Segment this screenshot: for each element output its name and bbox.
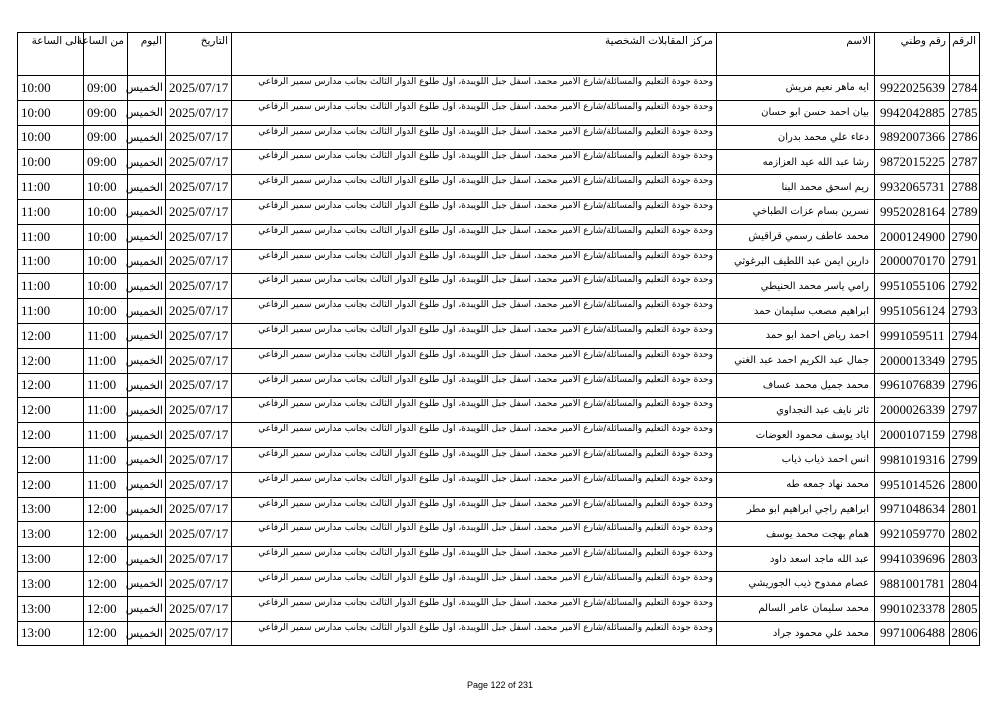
cell-num: 2802 (950, 522, 980, 547)
cell-date: 2025/07/17 (166, 76, 232, 101)
cell-num: 2787 (950, 150, 980, 175)
header-date: التاريخ (166, 33, 232, 76)
cell-national-id: 2000026339 (875, 398, 950, 423)
cell-national-id: 9932065731 (875, 175, 950, 200)
cell-national-id: 9951056124 (875, 299, 950, 324)
cell-date: 2025/07/17 (166, 522, 232, 547)
page-footer: Page 122 of 231 (466, 680, 534, 690)
cell-num: 2791 (950, 249, 980, 274)
cell-to-time: 12:00 (18, 373, 84, 398)
cell-date: 2025/07/17 (166, 175, 232, 200)
table-row (18, 348, 980, 373)
cell-date: 2025/07/17 (166, 348, 232, 373)
cell-name: ايه ماهر نعيم مريش (717, 76, 875, 101)
cell-center: وحدة جودة التعليم والمسائلة/شارع الامير محمد، اسفل جبل اللويبدة، اول طلوع الدوار الثالث بجانب مدارس سمير الرفاعي (232, 100, 717, 125)
table-row (18, 175, 980, 200)
cell-to-time: 11:00 (18, 175, 84, 200)
cell-day: الخميس (128, 571, 166, 596)
cell-name: رامي ياسر محمد الحنيطي (717, 274, 875, 299)
cell-national-id: 2000070170 (875, 249, 950, 274)
cell-num: 2792 (950, 274, 980, 299)
cell-center: وحدة جودة التعليم والمسائلة/شارع الامير محمد، اسفل جبل اللويبدة، اول طلوع الدوار الثالث بجانب مدارس سمير الرفاعي (232, 497, 717, 522)
cell-num: 2788 (950, 175, 980, 200)
cell-day: الخميس (128, 224, 166, 249)
cell-national-id: 9981019316 (875, 447, 950, 472)
cell-num: 2793 (950, 299, 980, 324)
cell-num: 2795 (950, 348, 980, 373)
cell-center: وحدة جودة التعليم والمسائلة/شارع الامير محمد، اسفل جبل اللويبدة، اول طلوع الدوار الثالث بجانب مدارس سمير الرفاعي (232, 596, 717, 621)
cell-day: الخميس (128, 497, 166, 522)
cell-num: 2797 (950, 398, 980, 423)
cell-name: دارين ايمن عبد اللطيف البرغوثي (717, 249, 875, 274)
cell-center: وحدة جودة التعليم والمسائلة/شارع الامير محمد، اسفل جبل اللويبدة، اول طلوع الدوار الثالث بجانب مدارس سمير الرفاعي (232, 398, 717, 423)
cell-to-time: 10:00 (18, 100, 84, 125)
cell-from-time: 12:00 (84, 522, 128, 547)
cell-name: عصام ممدوح ذيب الجوريشي (717, 571, 875, 596)
cell-name: محمد علي محمود جراد (717, 621, 875, 646)
table-row (18, 472, 980, 497)
interview-schedule-sheet (17, 32, 979, 646)
cell-from-time: 09:00 (84, 76, 128, 101)
cell-date: 2025/07/17 (166, 447, 232, 472)
cell-from-time: 11:00 (84, 423, 128, 448)
cell-from-time: 11:00 (84, 373, 128, 398)
table-row (18, 497, 980, 522)
cell-num: 2800 (950, 472, 980, 497)
table-row (18, 398, 980, 423)
cell-to-time: 10:00 (18, 76, 84, 101)
cell-day: الخميس (128, 398, 166, 423)
cell-name: محمد عاطف رسمي قراقيش (717, 224, 875, 249)
cell-national-id: 9952028164 (875, 199, 950, 224)
cell-from-time: 10:00 (84, 199, 128, 224)
table-row (18, 522, 980, 547)
cell-from-time: 12:00 (84, 547, 128, 572)
header-day: اليوم (128, 33, 166, 76)
cell-date: 2025/07/17 (166, 472, 232, 497)
table-row (18, 299, 980, 324)
cell-national-id: 2000013349 (875, 348, 950, 373)
cell-national-id: 9971006488 (875, 621, 950, 646)
cell-name: دعاء علي محمد بدران (717, 125, 875, 150)
cell-date: 2025/07/17 (166, 249, 232, 274)
table-row (18, 100, 980, 125)
cell-date: 2025/07/17 (166, 299, 232, 324)
cell-name: ريم اسحق محمد البنا (717, 175, 875, 200)
cell-from-time: 12:00 (84, 497, 128, 522)
cell-national-id: 9971048634 (875, 497, 950, 522)
cell-name: محمد سليمان عامر السالم (717, 596, 875, 621)
cell-to-time: 11:00 (18, 274, 84, 299)
cell-name: محمد نهاد جمعه طه (717, 472, 875, 497)
cell-name: انس احمد ذياب ذياب (717, 447, 875, 472)
cell-date: 2025/07/17 (166, 373, 232, 398)
cell-national-id: 9892007366 (875, 125, 950, 150)
cell-to-time: 12:00 (18, 348, 84, 373)
cell-day: الخميس (128, 150, 166, 175)
cell-to-time: 13:00 (18, 621, 84, 646)
cell-center: وحدة جودة التعليم والمسائلة/شارع الامير محمد، اسفل جبل اللويبدة، اول طلوع الدوار الثالث بجانب مدارس سمير الرفاعي (232, 150, 717, 175)
cell-day: الخميس (128, 274, 166, 299)
cell-from-time: 12:00 (84, 571, 128, 596)
cell-to-time: 13:00 (18, 596, 84, 621)
cell-date: 2025/07/17 (166, 547, 232, 572)
table-row (18, 125, 980, 150)
cell-center: وحدة جودة التعليم والمسائلة/شارع الامير محمد، اسفل جبل اللويبدة، اول طلوع الدوار الثالث بجانب مدارس سمير الرفاعي (232, 125, 717, 150)
cell-day: الخميس (128, 100, 166, 125)
cell-national-id: 9922025639 (875, 76, 950, 101)
cell-to-time: 11:00 (18, 249, 84, 274)
cell-center: وحدة جودة التعليم والمسائلة/شارع الامير محمد، اسفل جبل اللويبدة، اول طلوع الدوار الثالث بجانب مدارس سمير الرفاعي (232, 348, 717, 373)
cell-center: وحدة جودة التعليم والمسائلة/شارع الامير محمد، اسفل جبل اللويبدة، اول طلوع الدوار الثالث بجانب مدارس سمير الرفاعي (232, 175, 717, 200)
cell-to-time: 13:00 (18, 547, 84, 572)
cell-name: ابراهيم مصعب سليمان حمد (717, 299, 875, 324)
cell-day: الخميس (128, 199, 166, 224)
cell-num: 2789 (950, 199, 980, 224)
cell-day: الخميس (128, 621, 166, 646)
cell-name: رشا عبد الله عيد العزازمه (717, 150, 875, 175)
cell-num: 2798 (950, 423, 980, 448)
cell-to-time: 13:00 (18, 571, 84, 596)
cell-center: وحدة جودة التعليم والمسائلة/شارع الامير محمد، اسفل جبل اللويبدة، اول طلوع الدوار الثالث بجانب مدارس سمير الرفاعي (232, 522, 717, 547)
cell-date: 2025/07/17 (166, 398, 232, 423)
cell-to-time: 13:00 (18, 522, 84, 547)
cell-name: ثائر نايف عبد النجداوي (717, 398, 875, 423)
header-national-id: رقم وطني (875, 33, 950, 76)
cell-day: الخميس (128, 423, 166, 448)
cell-name: نسرين بسام عزات الطباخي (717, 199, 875, 224)
cell-center: وحدة جودة التعليم والمسائلة/شارع الامير محمد، اسفل جبل اللويبدة، اول طلوع الدوار الثالث بجانب مدارس سمير الرفاعي (232, 299, 717, 324)
cell-day: الخميس (128, 323, 166, 348)
table-row (18, 596, 980, 621)
cell-num: 2804 (950, 571, 980, 596)
cell-day: الخميس (128, 547, 166, 572)
cell-center: وحدة جودة التعليم والمسائلة/شارع الامير محمد، اسفل جبل اللويبدة، اول طلوع الدوار الثالث بجانب مدارس سمير الرفاعي (232, 621, 717, 646)
cell-date: 2025/07/17 (166, 596, 232, 621)
cell-national-id: 9951014526 (875, 472, 950, 497)
cell-name: محمد جميل محمد عساف (717, 373, 875, 398)
cell-to-time: 10:00 (18, 150, 84, 175)
cell-date: 2025/07/17 (166, 125, 232, 150)
cell-national-id: 9921059770 (875, 522, 950, 547)
cell-day: الخميس (128, 596, 166, 621)
cell-from-time: 11:00 (84, 323, 128, 348)
table-row (18, 76, 980, 101)
cell-national-id: 9941039696 (875, 547, 950, 572)
cell-day: الخميس (128, 472, 166, 497)
cell-from-time: 09:00 (84, 125, 128, 150)
table-body (18, 76, 980, 646)
table-row (18, 547, 980, 572)
cell-national-id: 9872015225 (875, 150, 950, 175)
cell-name: عبد الله ماجد اسعد داود (717, 547, 875, 572)
cell-date: 2025/07/17 (166, 274, 232, 299)
cell-from-time: 10:00 (84, 249, 128, 274)
cell-date: 2025/07/17 (166, 150, 232, 175)
cell-day: الخميس (128, 175, 166, 200)
cell-from-time: 10:00 (84, 299, 128, 324)
cell-to-time: 11:00 (18, 299, 84, 324)
cell-from-time: 11:00 (84, 472, 128, 497)
cell-from-time: 11:00 (84, 447, 128, 472)
cell-from-time: 10:00 (84, 274, 128, 299)
cell-date: 2025/07/17 (166, 224, 232, 249)
cell-center: وحدة جودة التعليم والمسائلة/شارع الامير محمد، اسفل جبل اللويبدة، اول طلوع الدوار الثالث بجانب مدارس سمير الرفاعي (232, 199, 717, 224)
cell-from-time: 12:00 (84, 621, 128, 646)
cell-name: اياد يوسف محمود العوضات (717, 423, 875, 448)
cell-center: وحدة جودة التعليم والمسائلة/شارع الامير محمد، اسفل جبل اللويبدة، اول طلوع الدوار الثالث بجانب مدارس سمير الرفاعي (232, 447, 717, 472)
table-row (18, 224, 980, 249)
cell-national-id: 9942042885 (875, 100, 950, 125)
table-row (18, 571, 980, 596)
cell-to-time: 12:00 (18, 447, 84, 472)
header-num: الرقم (950, 33, 980, 76)
cell-day: الخميس (128, 373, 166, 398)
header-name: الاسم (717, 33, 875, 76)
cell-national-id: 9901023378 (875, 596, 950, 621)
cell-center: وحدة جودة التعليم والمسائلة/شارع الامير محمد، اسفل جبل اللويبدة، اول طلوع الدوار الثالث بجانب مدارس سمير الرفاعي (232, 373, 717, 398)
cell-name: همام بهجت محمد يوسف (717, 522, 875, 547)
cell-from-time: 10:00 (84, 175, 128, 200)
cell-center: وحدة جودة التعليم والمسائلة/شارع الامير محمد، اسفل جبل اللويبدة، اول طلوع الدوار الثالث بجانب مدارس سمير الرفاعي (232, 472, 717, 497)
cell-day: الخميس (128, 249, 166, 274)
cell-national-id: 9991059511 (875, 323, 950, 348)
interview-schedule-table (17, 32, 980, 646)
table-row (18, 423, 980, 448)
table-row (18, 373, 980, 398)
cell-day: الخميس (128, 76, 166, 101)
cell-name: بيان احمد حسن ابو حسان (717, 100, 875, 125)
cell-national-id: 9961076839 (875, 373, 950, 398)
cell-day: الخميس (128, 125, 166, 150)
cell-national-id: 9951055106 (875, 274, 950, 299)
cell-date: 2025/07/17 (166, 621, 232, 646)
cell-num: 2794 (950, 323, 980, 348)
cell-name: احمد رياض احمد ابو حمد (717, 323, 875, 348)
cell-num: 2790 (950, 224, 980, 249)
cell-to-time: 11:00 (18, 199, 84, 224)
cell-num: 2801 (950, 497, 980, 522)
cell-date: 2025/07/17 (166, 323, 232, 348)
cell-from-time: 11:00 (84, 348, 128, 373)
cell-to-time: 12:00 (18, 423, 84, 448)
cell-day: الخميس (128, 447, 166, 472)
cell-to-time: 10:00 (18, 125, 84, 150)
cell-center: وحدة جودة التعليم والمسائلة/شارع الامير محمد، اسفل جبل اللويبدة، اول طلوع الدوار الثالث بجانب مدارس سمير الرفاعي (232, 571, 717, 596)
cell-num: 2784 (950, 76, 980, 101)
header-to-time: الى الساعة (18, 33, 84, 76)
cell-center: وحدة جودة التعليم والمسائلة/شارع الامير محمد، اسفل جبل اللويبدة، اول طلوع الدوار الثالث بجانب مدارس سمير الرفاعي (232, 76, 717, 101)
cell-to-time: 11:00 (18, 224, 84, 249)
table-row (18, 199, 980, 224)
cell-date: 2025/07/17 (166, 199, 232, 224)
table-row (18, 150, 980, 175)
cell-name: جمال عبد الكريم احمد عبد الغني (717, 348, 875, 373)
header-center: مركز المقابلات الشخصية (232, 33, 717, 76)
table-header-row (18, 33, 980, 76)
cell-date: 2025/07/17 (166, 423, 232, 448)
cell-num: 2805 (950, 596, 980, 621)
cell-national-id: 2000107159 (875, 423, 950, 448)
cell-to-time: 12:00 (18, 323, 84, 348)
cell-center: وحدة جودة التعليم والمسائلة/شارع الامير محمد، اسفل جبل اللويبدة، اول طلوع الدوار الثالث بجانب مدارس سمير الرفاعي (232, 274, 717, 299)
cell-to-time: 13:00 (18, 497, 84, 522)
cell-national-id: 9881001781 (875, 571, 950, 596)
cell-national-id: 2000124900 (875, 224, 950, 249)
table-row (18, 323, 980, 348)
cell-from-time: 09:00 (84, 100, 128, 125)
cell-to-time: 12:00 (18, 472, 84, 497)
cell-center: وحدة جودة التعليم والمسائلة/شارع الامير محمد، اسفل جبل اللويبدة، اول طلوع الدوار الثالث بجانب مدارس سمير الرفاعي (232, 547, 717, 572)
cell-center: وحدة جودة التعليم والمسائلة/شارع الامير محمد، اسفل جبل اللويبدة، اول طلوع الدوار الثالث بجانب مدارس سمير الرفاعي (232, 423, 717, 448)
cell-day: الخميس (128, 299, 166, 324)
cell-num: 2785 (950, 100, 980, 125)
cell-name: ابراهيم راجي ابراهيم ابو مطر (717, 497, 875, 522)
cell-center: وحدة جودة التعليم والمسائلة/شارع الامير محمد، اسفل جبل اللويبدة، اول طلوع الدوار الثالث بجانب مدارس سمير الرفاعي (232, 224, 717, 249)
cell-from-time: 11:00 (84, 398, 128, 423)
cell-day: الخميس (128, 348, 166, 373)
cell-num: 2796 (950, 373, 980, 398)
table-row (18, 249, 980, 274)
cell-from-time: 09:00 (84, 150, 128, 175)
cell-to-time: 12:00 (18, 398, 84, 423)
cell-from-time: 10:00 (84, 224, 128, 249)
header-from-time: من الساعة (84, 33, 128, 76)
cell-date: 2025/07/17 (166, 571, 232, 596)
cell-from-time: 12:00 (84, 596, 128, 621)
cell-num: 2786 (950, 125, 980, 150)
cell-num: 2806 (950, 621, 980, 646)
cell-center: وحدة جودة التعليم والمسائلة/شارع الامير محمد، اسفل جبل اللويبدة، اول طلوع الدوار الثالث بجانب مدارس سمير الرفاعي (232, 249, 717, 274)
cell-num: 2803 (950, 547, 980, 572)
cell-center: وحدة جودة التعليم والمسائلة/شارع الامير محمد، اسفل جبل اللويبدة، اول طلوع الدوار الثالث بجانب مدارس سمير الرفاعي (232, 323, 717, 348)
cell-day: الخميس (128, 522, 166, 547)
table-row (18, 621, 980, 646)
table-row (18, 447, 980, 472)
cell-date: 2025/07/17 (166, 100, 232, 125)
cell-date: 2025/07/17 (166, 497, 232, 522)
table-row (18, 274, 980, 299)
cell-num: 2799 (950, 447, 980, 472)
